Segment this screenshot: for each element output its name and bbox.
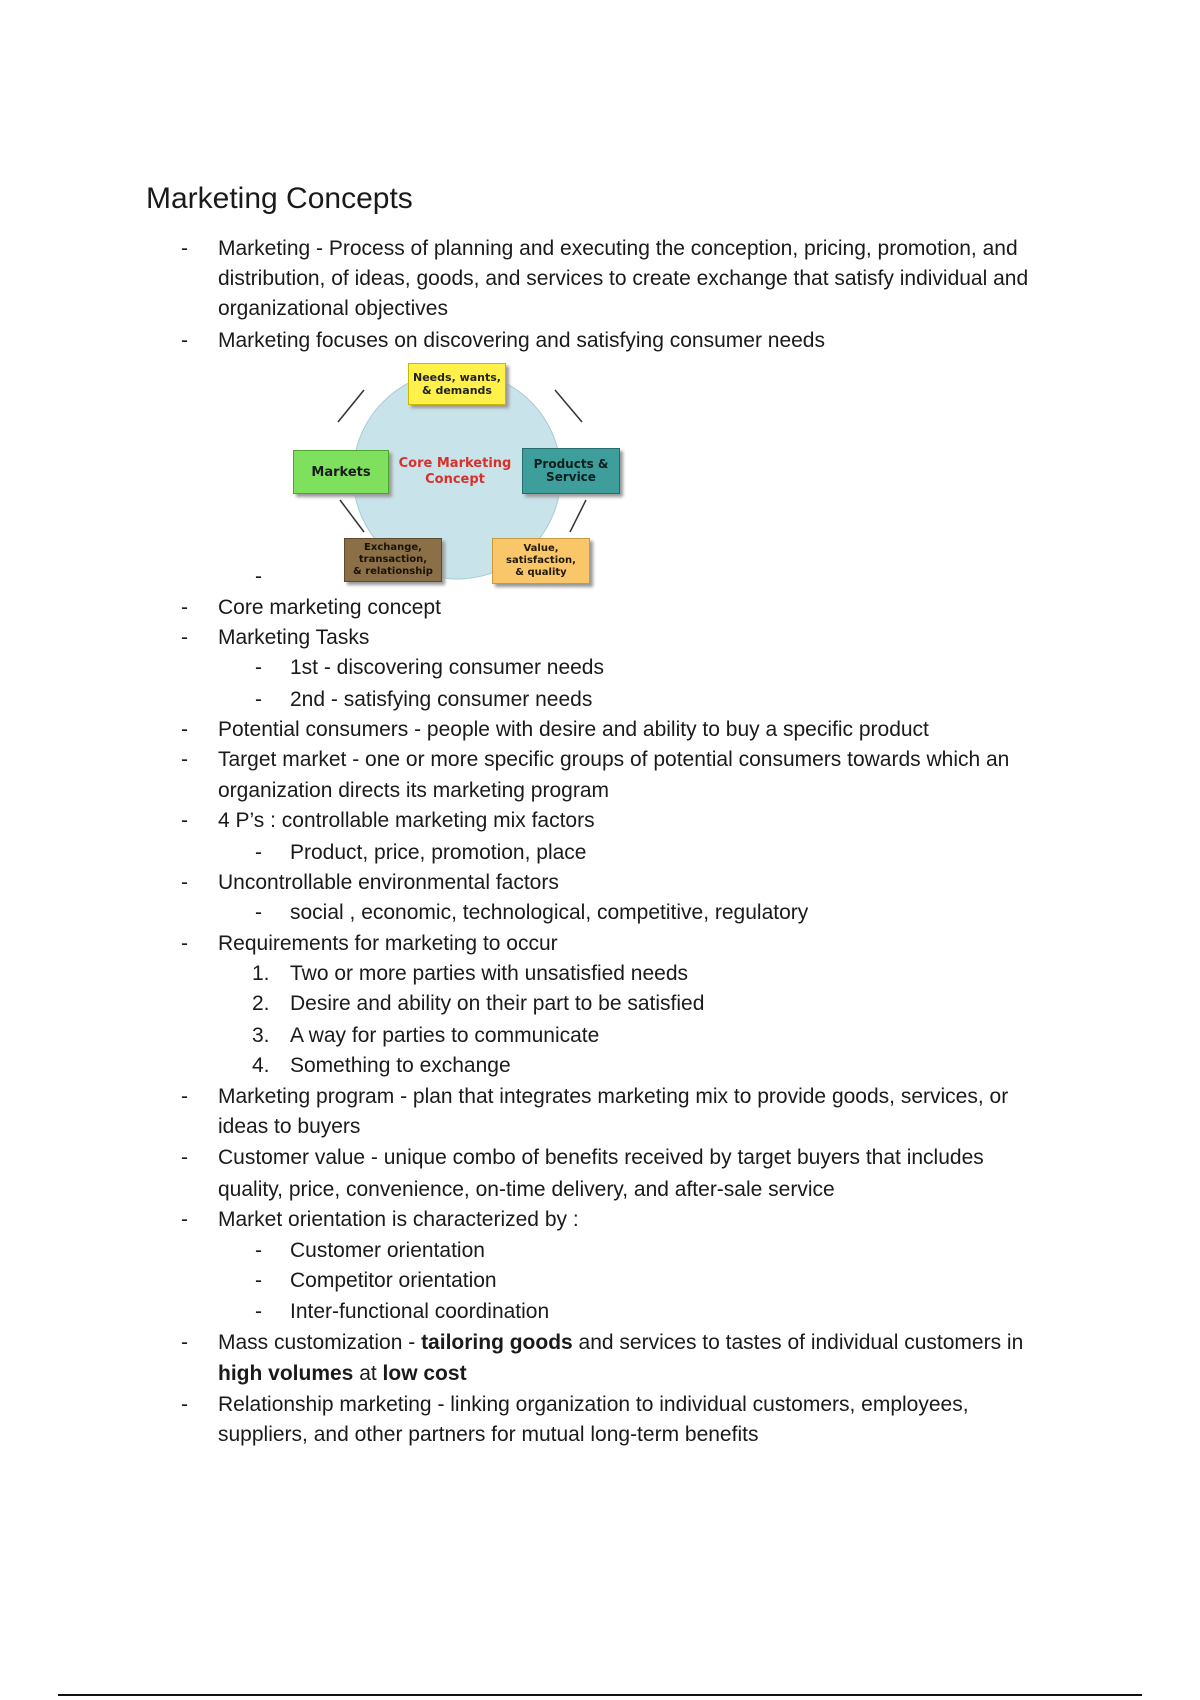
marketing-tasks: Marketing Tasks (218, 626, 370, 649)
bullet-dash: - (255, 1269, 262, 1292)
marketing-program-line-1: Marketing program - plan that integrates marketing mix to provide goods, services, or (218, 1085, 1009, 1108)
marketing-focus: Marketing focuses on discovering and satisfying consumer needs (218, 329, 825, 352)
bullet-dash: - (255, 901, 262, 924)
bullet-dash: - (181, 626, 188, 649)
four-ps-list: Product, price, promotion, place (290, 841, 587, 864)
bullet-dash: - (181, 1146, 188, 1169)
bullet-dash: - (255, 1300, 262, 1323)
page-bottom-rule (58, 1694, 1142, 1696)
mass-bold-high-volumes: high volumes (218, 1362, 354, 1385)
list-number: 1. (252, 962, 270, 985)
orientation-3: Inter-functional coordination (290, 1300, 550, 1323)
bullet-dash: - (181, 871, 188, 894)
mass-text-a: Mass customization - (218, 1331, 422, 1354)
market-orientation: Market orientation is characterized by : (218, 1208, 579, 1231)
core-marketing-concept-diagram (290, 360, 650, 590)
exchange-box (344, 538, 442, 582)
orientation-2: Competitor orientation (290, 1269, 497, 1292)
relationship-marketing-line-1: Relationship marketing - linking organization to individual customers, employees, (218, 1393, 969, 1416)
core-concept-label (390, 456, 520, 488)
core-label-line-1: Core Marketing (398, 456, 512, 471)
core-label-line-2: Concept (425, 472, 485, 487)
target-market-line-2: organization directs its marketing program (218, 779, 610, 802)
marketing-definition-line-1: Marketing - Process of planning and executing the conception, pricing, promotion, and (218, 237, 1018, 260)
requirement-1: Two or more parties with unsatisfied needs (290, 962, 689, 985)
bullet-dash: - (181, 329, 188, 352)
bullet-dash: - (255, 565, 262, 588)
markets-box: Markets (293, 450, 389, 494)
products-service-box (522, 448, 620, 494)
diagram-arrow (570, 500, 586, 532)
value-label-line-2: satisfaction, (506, 555, 576, 566)
list-number: 3. (252, 1024, 270, 1047)
value-box (492, 538, 590, 584)
orientation-1: Customer orientation (290, 1239, 485, 1262)
bullet-dash: - (255, 656, 262, 679)
customer-value-line-1: Customer value - unique combo of benefits received by target buyers that includes (218, 1146, 984, 1169)
marketing-program-line-2: ideas to buyers (218, 1115, 361, 1138)
marketing-definition-line-3: organizational objectives (218, 297, 448, 320)
uncontrollable-list: social , economic, technological, competitive, regulatory (290, 901, 809, 924)
needs-label-line-2: & demands (422, 384, 492, 397)
products-label-line-1: Products & (533, 457, 609, 471)
mass-customization-line-2 (218, 1359, 467, 1389)
bullet-dash: - (255, 688, 262, 711)
bullet-dash: - (181, 237, 188, 260)
target-market-line-1: Target market - one or more specific groups of potential consumers towards which an (218, 748, 1010, 771)
core-marketing-concept: Core marketing concept (218, 596, 441, 619)
bullet-dash: - (181, 809, 188, 832)
mass-bold-tailoring: tailoring goods (421, 1331, 573, 1354)
exchange-label-line-1: Exchange, (364, 542, 422, 553)
bullet-dash: - (255, 841, 262, 864)
products-label-line-2: Service (546, 470, 596, 484)
diagram-arrow (338, 390, 364, 422)
potential-consumers: Potential consumers - people with desire and ability to buy a specific product (218, 718, 929, 741)
diagram-arrow (555, 390, 582, 422)
bullet-dash: - (181, 718, 188, 741)
requirement-2: Desire and ability on their part to be satisfied (290, 992, 705, 1015)
mass-text-c: and services to tastes of individual customers in (572, 1331, 1024, 1354)
list-number: 2. (252, 992, 270, 1015)
bullet-dash: - (181, 1208, 188, 1231)
requirement-4: Something to exchange (290, 1054, 511, 1077)
value-label-line-1: Value, (523, 543, 559, 554)
bullet-dash: - (181, 1393, 188, 1416)
four-ps: 4 P’s : controllable marketing mix factors (218, 809, 595, 832)
mass-bold-low-cost: low cost (382, 1362, 467, 1385)
marketing-definition-line-2: distribution, of ideas, goods, and services to create exchange that satisfy individual and (218, 267, 1029, 290)
relationship-marketing-line-2: suppliers, and other partners for mutual long-term benefits (218, 1423, 759, 1446)
needs-label-line-1: Needs, wants, (413, 371, 501, 384)
task-2: 2nd - satisfying consumer needs (290, 688, 593, 711)
bullet-dash: - (181, 1085, 188, 1108)
exchange-label-line-3: & relationship (353, 566, 433, 577)
mass-text-e: at (353, 1362, 383, 1385)
bullet-dash: - (181, 596, 188, 619)
bullet-dash: - (181, 748, 188, 771)
bullet-dash: - (255, 1239, 262, 1262)
uncontrollable-factors: Uncontrollable environmental factors (218, 871, 559, 894)
needs-wants-demands-box (408, 363, 506, 405)
value-label-line-3: & quality (515, 567, 567, 578)
mass-customization-line-1 (218, 1328, 1023, 1358)
list-number: 4. (252, 1054, 270, 1077)
customer-value-line-2: quality, price, convenience, on-time delivery, and after-sale service (218, 1178, 835, 1201)
requirement-3: A way for parties to communicate (290, 1024, 600, 1047)
page-title: Marketing Concepts (146, 182, 413, 215)
exchange-label-line-2: transaction, (358, 554, 428, 565)
requirements: Requirements for marketing to occur (218, 932, 558, 955)
bullet-dash: - (181, 932, 188, 955)
bullet-dash: - (181, 1331, 188, 1354)
task-1: 1st - discovering consumer needs (290, 656, 604, 679)
